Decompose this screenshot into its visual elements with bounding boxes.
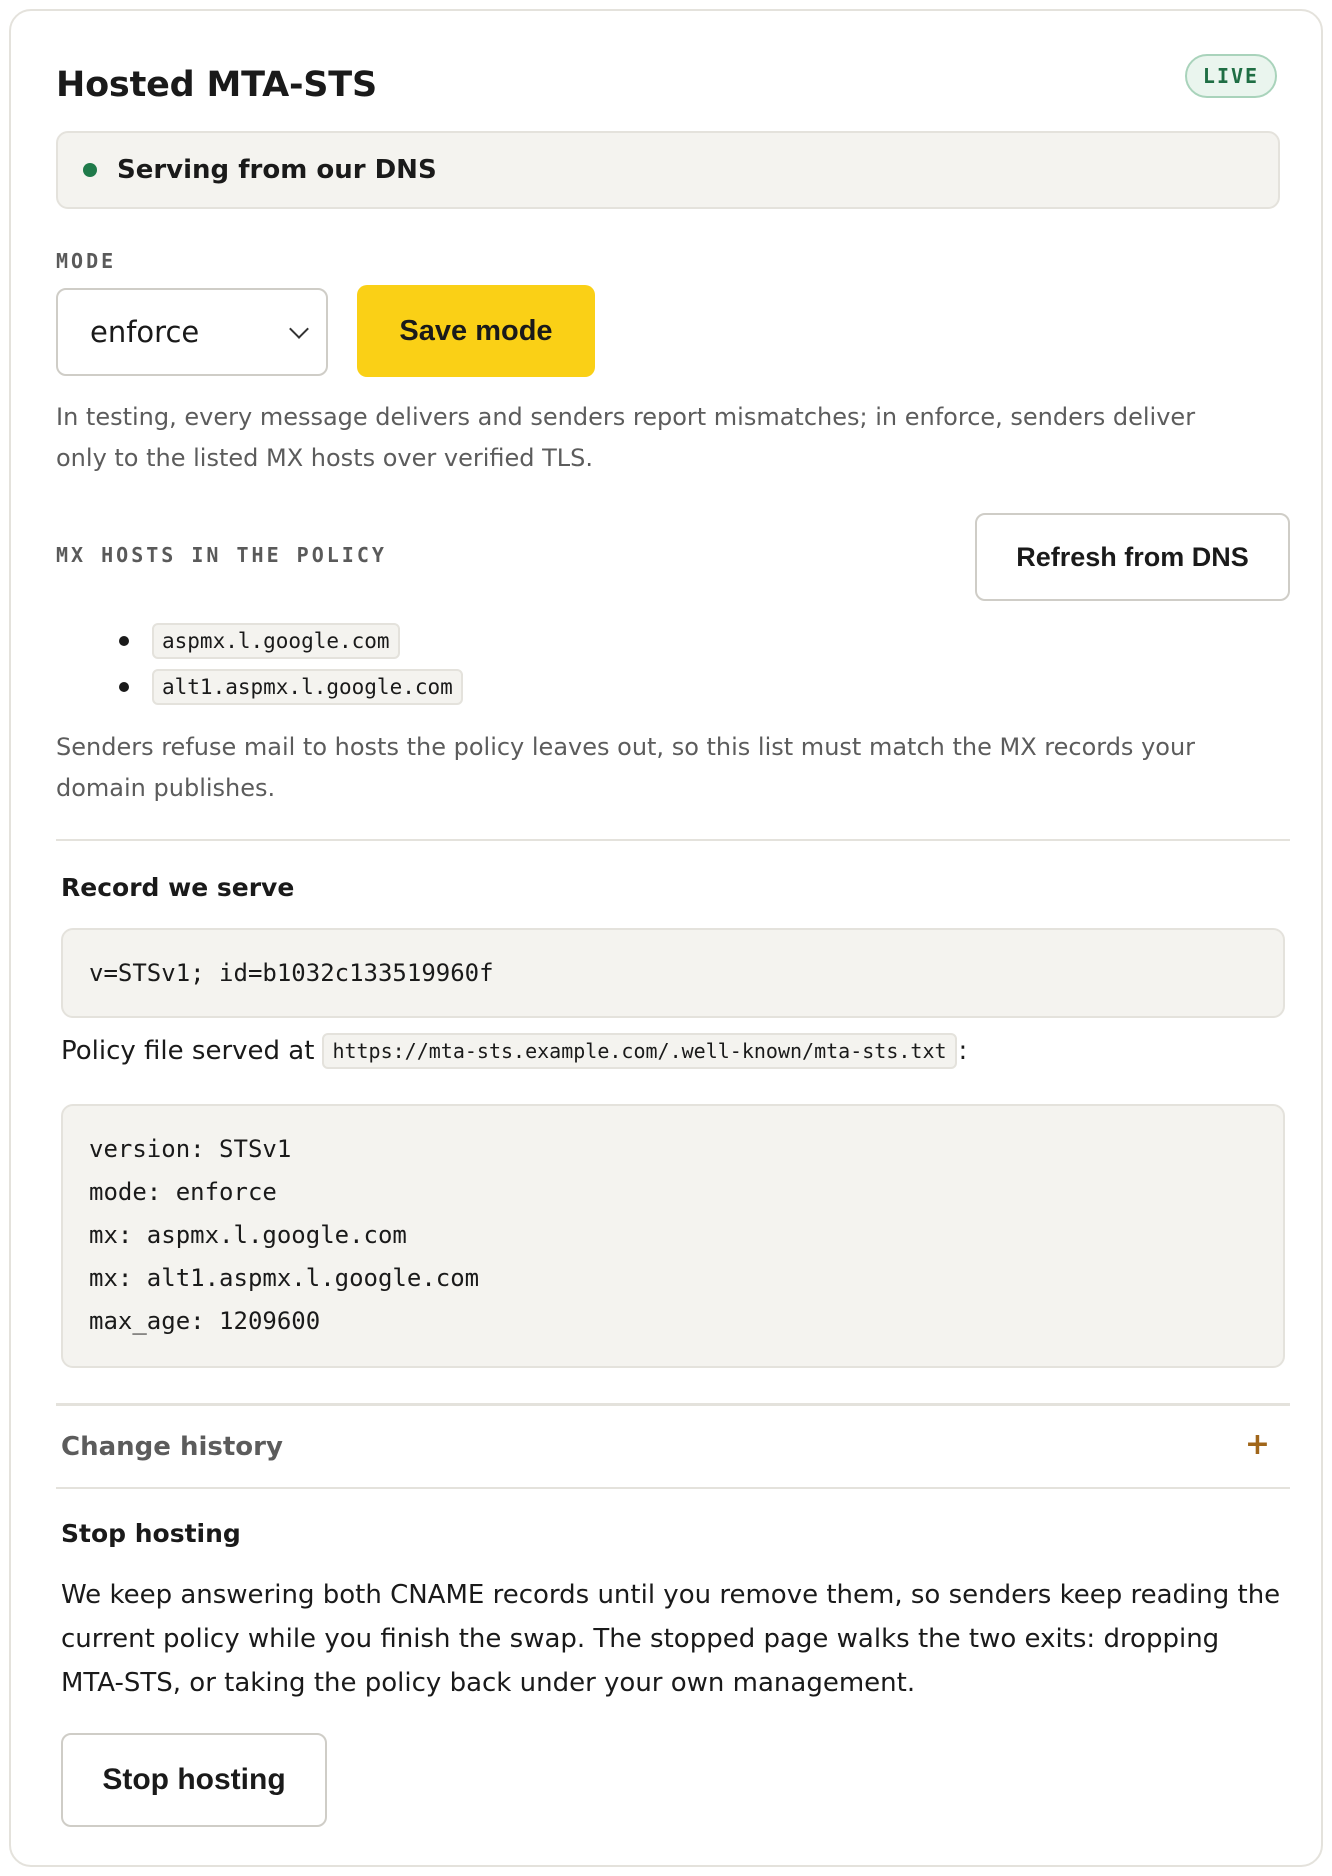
bullet-icon <box>119 636 129 646</box>
divider <box>56 839 1290 841</box>
divider <box>56 1403 1290 1406</box>
status-dot-icon <box>83 163 97 177</box>
plus-icon[interactable]: + <box>1244 1427 1270 1462</box>
chevron-down-icon <box>289 319 309 339</box>
stop-hosting-text: We keep answering both CNAME records until you remove them, so senders keep reading the current policy while you finish the swap. The stopped page walks the two exits: dropping MTA-STS, or taking the policy back under your own management. <box>61 1580 1281 1698</box>
change-history-label: Change history <box>61 1432 283 1462</box>
mta-sts-card <box>9 9 1323 1867</box>
mx-hosts-label: MX HOSTS IN THE POLICY <box>56 543 387 567</box>
policy-line: mx: aspmx.l.google.com <box>89 1221 407 1249</box>
status-text: Serving from our DNS <box>117 155 437 185</box>
policy-file-block <box>61 1104 1285 1368</box>
stop-hosting-button[interactable]: Stop hosting <box>61 1733 327 1827</box>
mx-host-item <box>119 623 400 659</box>
change-history-toggle[interactable] <box>56 1407 1290 1487</box>
record-value-block <box>61 928 1285 1018</box>
mode-label: MODE <box>56 249 117 273</box>
mode-help-text: In testing, every message delivers and senders report mismatches; in enforce, senders deliver only to the listed MX hosts over verified TLS. <box>56 403 1196 472</box>
mode-select[interactable] <box>56 288 328 376</box>
policy-suffix: : <box>958 1036 968 1066</box>
mx-help-text: Senders refuse mail to hosts the policy leaves out, so this list must match the MX records your domain publishes. <box>56 733 1196 802</box>
policy-url-code: https://mta-sts.example.com/.well-known/mta-sts.txt <box>322 1033 956 1069</box>
policy-line: version: STSv1 <box>89 1135 292 1163</box>
refresh-from-dns-button[interactable]: Refresh from DNS <box>975 513 1290 601</box>
live-badge: LIVE <box>1185 54 1277 98</box>
mode-select-value: enforce <box>90 315 200 349</box>
record-heading: Record we serve <box>61 873 295 902</box>
mx-host-code: alt1.aspmx.l.google.com <box>152 669 463 705</box>
policy-url-line <box>61 1033 967 1069</box>
policy-line: max_age: 1209600 <box>89 1307 321 1335</box>
stop-hosting-heading: Stop hosting <box>61 1519 241 1548</box>
save-mode-button[interactable]: Save mode <box>357 285 595 377</box>
policy-line: mode: enforce <box>89 1178 277 1206</box>
divider <box>56 1487 1290 1489</box>
record-value: v=STSv1; id=b1032c133519960f <box>89 959 494 987</box>
mx-host-code: aspmx.l.google.com <box>152 623 400 659</box>
mx-host-item <box>119 669 463 705</box>
status-banner <box>56 131 1280 209</box>
policy-prefix: Policy file served at <box>61 1036 315 1066</box>
page-title: Hosted MTA-STS <box>56 65 377 105</box>
bullet-icon <box>119 682 129 692</box>
policy-line: mx: alt1.aspmx.l.google.com <box>89 1264 480 1292</box>
